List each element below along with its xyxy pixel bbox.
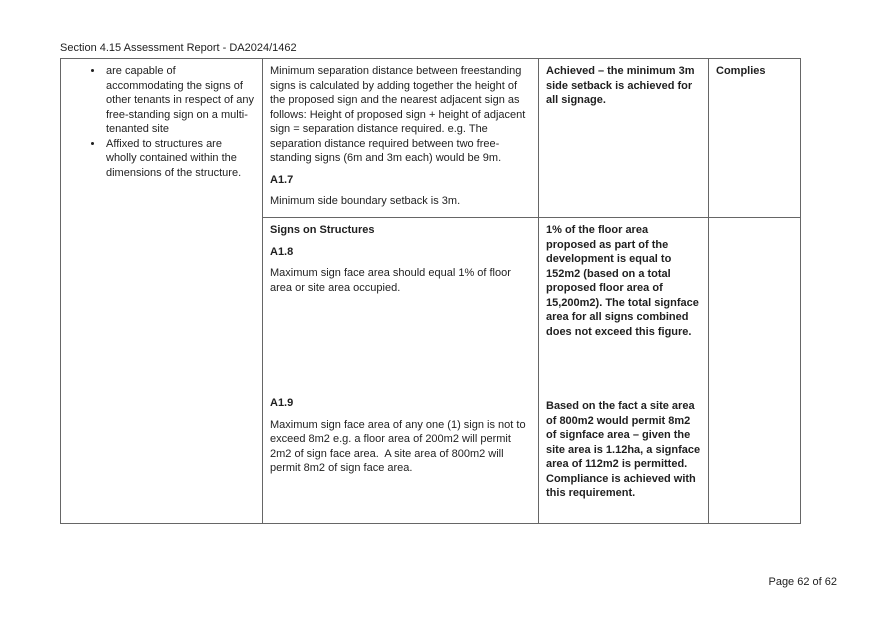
clause-a19-text: Maximum sign face area of any one (1) sign is not to exceed 8m2 e.g. a floor area of 200m2 will permit 2m2 of sign face area. A site area of 800m2 will permit 8m2 of sign face area. [270,418,529,474]
response-cell-row1 [539,59,709,218]
clause-a18-text: Maximum sign face area should equal 1% of floor area or site area occupied. [270,267,514,294]
response-cell-row2 [539,218,709,524]
compliance-cell-row2 [709,218,801,524]
response-a18-text: 1% of the floor area proposed as part of the development is equal to 152m2 (based on a total proposed floor area of 15,200m2). The total signface area for all signs combined does not exceed this figure. [546,224,702,338]
controls-cell [61,59,263,524]
compliance-text: Complies [716,65,766,77]
assessment-table [60,58,801,524]
criteria-cell-row2 [263,218,539,524]
response-a19-text: Based on the fact a site area of 800m2 would permit 8m2 of signface area – given the site area is 1.12ha, a signface area of 112m2 is permitted. Compliance is achieved with this requirement. [546,400,704,499]
page-number: Page 62 of 62 [768,576,837,588]
clause-a18-label: A1.8 [270,245,294,258]
response-a17-text: Achieved – the minimum 3m side setback is achieved for all signage. [546,65,698,106]
criteria-cell-row1 [263,59,539,218]
document-title: Section 4.15 Assessment Report - DA2024/1462 [60,42,297,54]
table-row [61,59,801,218]
signs-on-structures-heading: Signs on Structures [270,224,375,236]
response-a19-block [546,399,704,501]
clause-a19-label: A1.9 [270,397,294,409]
bullet-item: • are capable of accommodating the signs of other tenants in respect of any free-standing sign on a multi-tenanted site [104,64,255,137]
criteria-paragraph-a17: Minimum separation distance between freestanding signs is calculated by adding together the height of the proposed sign and the nearest adjacent sign as follows: Height of proposed sign + height of adjacent sign = separation distance required. e.g. The separation distance required between two free-standing signs (6m and 3m each) would be 9m. [270,65,529,164]
compliance-cell-row1 [709,59,801,218]
bullet-item: • Affixed to structures are wholly contained within the dimensions of the structure. [104,137,255,181]
controls-bullet-list [68,64,255,180]
clause-a19-block [270,396,531,476]
clause-a17-label: A1.7 [270,173,294,186]
clause-a17-text: Minimum side boundary setback is 3m. [270,195,461,207]
